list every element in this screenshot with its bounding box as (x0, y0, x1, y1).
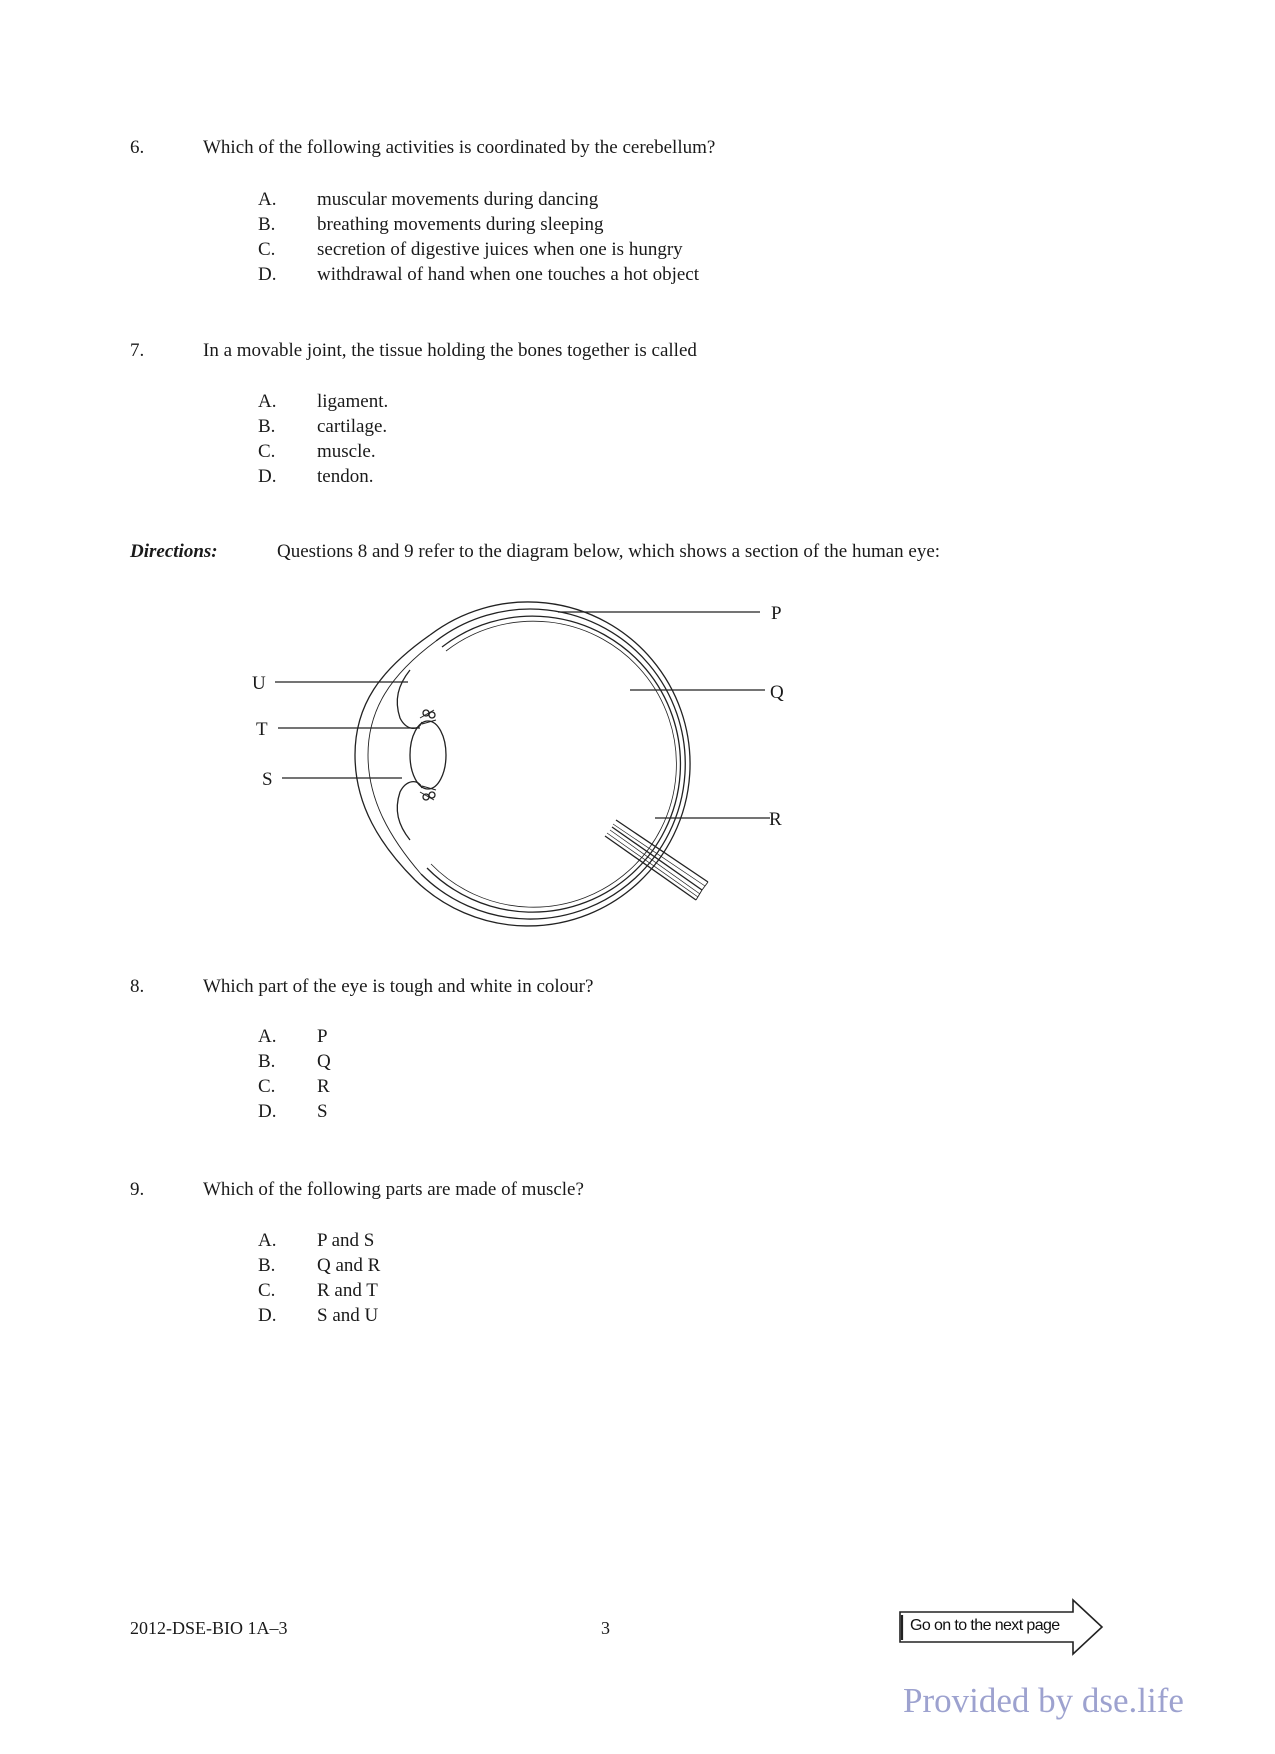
directions-label: Directions: (130, 541, 218, 562)
label-u: U (252, 673, 266, 694)
question-number: 8. (130, 976, 145, 997)
option-text: S and U (317, 1305, 379, 1326)
option-text: ligament. (317, 391, 389, 412)
option-text: breathing movements during sleeping (317, 214, 604, 235)
question-text: In a movable joint, the tissue holding the bones together is called (203, 340, 697, 361)
option-letter: A. (258, 189, 277, 210)
question-text: Which of the following activities is coordinated by the cerebellum? (203, 137, 716, 158)
option-letter: A. (258, 1026, 277, 1047)
sclera-outline (415, 602, 690, 926)
label-t: T (256, 719, 268, 740)
option-text: muscular movements during dancing (317, 189, 599, 210)
option-letter: B. (258, 1255, 276, 1276)
next-page-arrow (898, 1598, 1104, 1656)
label-r: R (769, 809, 782, 830)
option-text: Q and R (317, 1255, 381, 1276)
label-p: P (771, 603, 782, 624)
option-text: P and S (317, 1230, 375, 1251)
retina-outline (427, 616, 680, 912)
watermark: Provided by dse.life (903, 1681, 1184, 1720)
cornea-outline (355, 635, 430, 880)
option-letter: A. (258, 1230, 277, 1251)
option-text: S (317, 1101, 328, 1122)
option-letter: D. (258, 1305, 277, 1326)
option-letter: D. (258, 1101, 277, 1122)
option-text: R (317, 1076, 330, 1097)
option-letter: B. (258, 214, 276, 235)
option-letter: D. (258, 466, 277, 487)
label-q: Q (770, 682, 784, 703)
option-letter: C. (258, 1076, 276, 1097)
question-number: 9. (130, 1179, 145, 1200)
option-letter: D. (258, 264, 277, 285)
option-letter: C. (258, 1280, 276, 1301)
question-number: 7. (130, 340, 145, 361)
option-text: P (317, 1026, 328, 1047)
eye-section-diagram (252, 590, 900, 920)
option-letter: C. (258, 441, 276, 462)
option-text: secretion of digestive juices when one is hungry (317, 239, 683, 260)
option-text: cartilage. (317, 416, 388, 437)
question-text: Which part of the eye is tough and white in colour? (203, 976, 594, 997)
question-number: 6. (130, 137, 145, 158)
question-text: Which of the following parts are made of muscle? (203, 1179, 584, 1200)
lens (410, 721, 446, 789)
option-letter: C. (258, 239, 276, 260)
label-s: S (262, 769, 273, 790)
option-text: tendon. (317, 466, 374, 487)
option-text: withdrawal of hand when one touches a hot object (317, 264, 699, 285)
option-letter: A. (258, 391, 277, 412)
option-letter: B. (258, 1051, 276, 1072)
option-text: Q (317, 1051, 331, 1072)
optic-nerve (605, 820, 708, 900)
page-number: 3 (601, 1618, 610, 1638)
directions-text: Questions 8 and 9 refer to the diagram below, which shows a section of the human eye: (277, 541, 941, 562)
next-page-label: Go on to the next page (910, 1617, 1060, 1634)
iris-lower (397, 782, 422, 840)
choroid-outline (421, 609, 685, 919)
exam-code: 2012-DSE-BIO 1A–3 (130, 1618, 288, 1638)
option-text: R and T (317, 1280, 378, 1301)
option-text: muscle. (317, 441, 376, 462)
iris-upper (397, 670, 422, 728)
option-letter: B. (258, 416, 276, 437)
